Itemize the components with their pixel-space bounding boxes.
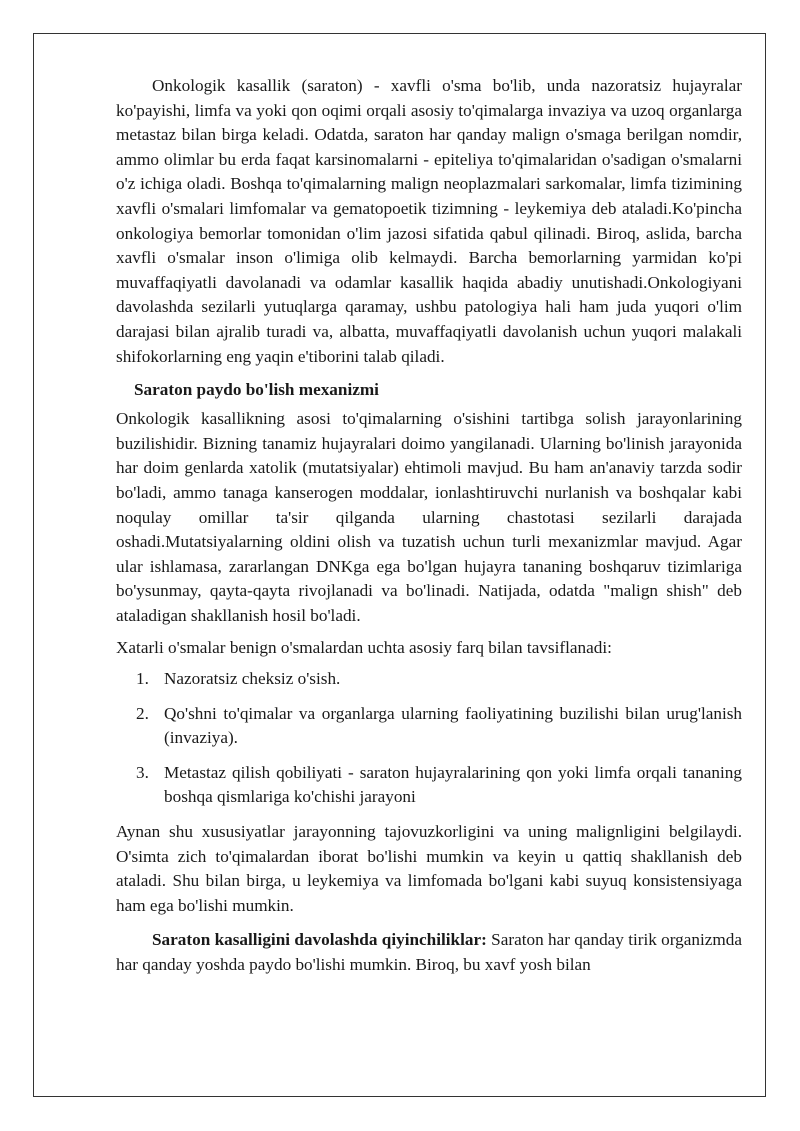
list-item [116,667,742,692]
list-item-text: Nazoratsiz cheksiz o'sish. [164,669,341,689]
differences-intro: Xatarli o'smalar benign o'smalardan uchta asosiy farq bilan tavsiflanadi: [116,638,612,658]
intro-paragraph: Onkologik kasallik (saraton) - xavfli o'sma bo'lib, unda nazoratsiz hujayralar ko'payishi, limfa va yoki qon oqimi orqali asosiy to'qimalarga invaziya va uzoq organlarga metastaz bilan birga keladi. Odatda, saraton har qanday malign o'smaga berilgan nomdir, ammo olimlar bu erda faqat karsinomalarni - epiteliya to'qimalaridan o'sadigan o'smalarni o'z ichiga oladi. Boshqa to'qimalarning malign neoplazmalari sarkomalar, limfa tizimining xavfli o'smalari limfomalar va gematopoetik tizimning - leykemiya deb ataladi.Ko'pincha onkologiya bemorlar tomonidan o'lim jazosi sifatida qabul qilinadi. Biroq, aslida, barcha xavfli o'smalar inson o'limiga olib kelmaydi. Barcha bemorlarning yarmidan ko'pi muvaffaqiyatli davolanadi va odamlar kasallik haqida abadiy unutishadi.Onkologiyani davolashda sezilarli yutuqlarga qaramay, ushbu patologiya hali ham juda yuqori o'lim darajasi bilan ajralib turadi va, albatta, muvaffaqiyatli davolanish uchun yuqori malakali shifokorlarning eng yaqin e'tiborini talab qiladi. [116,76,742,366]
list-item-number: 3. [136,762,149,782]
document-body [116,74,742,978]
aggressiveness-paragraph: Aynan shu xususiyatlar jarayonning tajovuzkorligini va uning malignligini belgilaydi. O'simta zich to'qimalardan iborat bo'lishi mumkin va keyin u qattiq shakllanish deb ataladi. Shu bilan birga, u leykemiya va limfomada bo'lgani kabi suyuq konsistensiyaga ham ega bo'lishi mumkin. [116,822,742,915]
difficulties-paragraph [116,928,742,977]
list-item-number: 1. [136,669,149,689]
difficulties-heading: Saraton kasalligini davolashda qiyinchiliklar: [152,930,487,950]
list-item-number: 2. [136,703,149,723]
section-heading-mechanism: Saraton paydo bo'lish mexanizmi [134,380,379,400]
list-item-text: Qo'shni to'qimalar va organlarga ularning faoliyatining buzilishi bilan urug'lanish (invaziya). [164,703,742,748]
list-item [116,702,742,751]
list-item [116,761,742,810]
difficulties-text: Saraton har qanday tirik organizmda har qanday yoshda paydo bo'lishi mumkin. Biroq, bu xavf yosh bilan [116,930,742,974]
differences-list [116,667,742,810]
list-item-text: Metastaz qilish qobiliyati - saraton hujayralarining qon yoki limfa orqali tananing boshqa qismlariga ko'chishi jarayoni [164,762,742,807]
mechanism-paragraph: Onkologik kasallikning asosi to'qimalarning o'sishini tartibga solish jarayonlarining buzilishidir. Bizning tanamiz hujayralari doimo yangilanadi. Ularning bo'linish jarayonida har doim genlarda xatolik (mutatsiyalar) ehtimoli mavjud. Bu ham an'anaviy tarzda sodir bo'ladi, ammo tanaga kanserogen moddalar, ionlashtiruvchi nurlanish va boshqalar kabi noqulay omillar ta'sir qilganda ularning chastotasi sezilarli darajada oshadi.Mutatsiyalarning oldini olish va tuzatish uchun turli mexanizmlar mavjud. Agar ular ishlamasa, zararlangan DNKga ega bo'lgan hujayra tananing boshqaruv tizimlariga bo'ysunmay, qayta-qayta rivojlanadi va bo'linadi. Natijada, odatda "malign shish" deb ataladigan shakllanish hosil bo'ladi. [116,409,742,625]
